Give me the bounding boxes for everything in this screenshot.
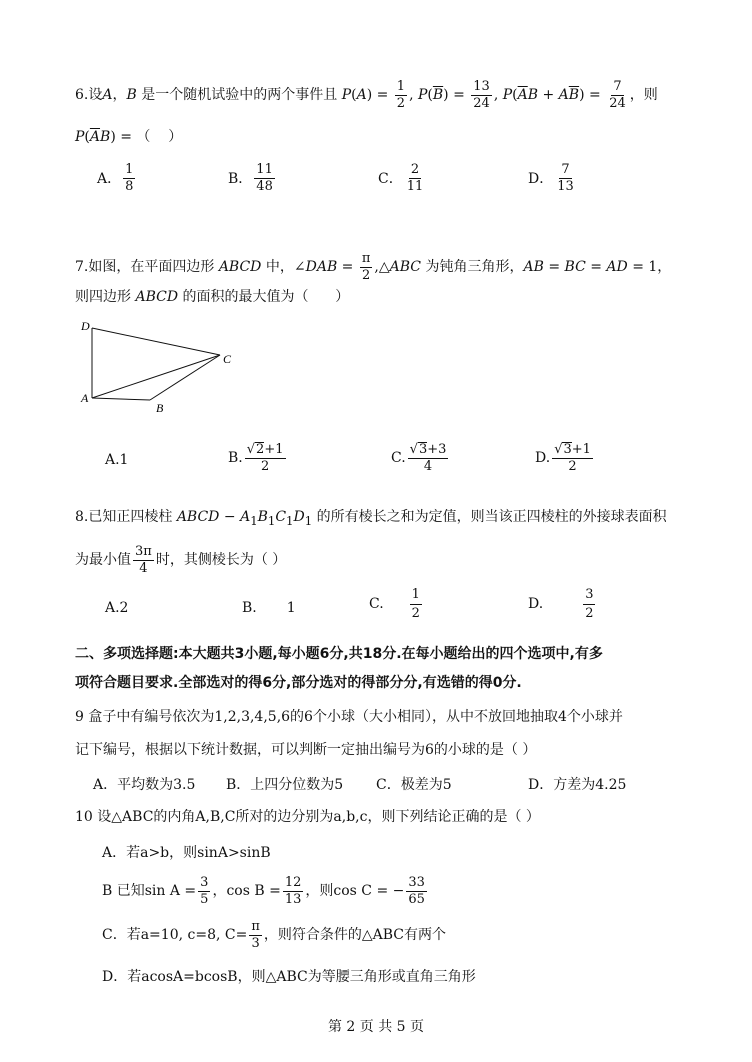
q7-option-c: C. $\frac{√3+3}{4}$ <box>391 442 447 474</box>
q8-option-a: A.2 <box>105 600 129 616</box>
q6-option-a: A． $\frac{1}{8}$ <box>97 162 134 194</box>
edge-ab <box>92 398 150 400</box>
page-footer: 第 2 页 共 5 页 <box>327 1019 425 1035</box>
q8-line2: 为最小值 $\frac{3\pi}{4}$ 时，其侧棱长为（ ） <box>75 544 287 576</box>
q10-option-c: C．若a=10, c=8, C= $\frac{\pi}{3}$ ，则符合条件的△ABC有两个 <box>102 919 447 951</box>
edge-bc <box>150 355 220 400</box>
q9-option-c: C．极差为5 <box>376 777 452 793</box>
q10-option-a: A．若a>b，则sinA>sinB <box>102 845 271 861</box>
q8-option-b: B. 1 <box>242 600 296 616</box>
q7-option-a: A.1 <box>105 452 129 468</box>
q9-line2: 记下编号，根据以下统计数据，可以判断一定抽出编号为6的小球的是（ ） <box>75 742 537 758</box>
q8-option-d: D. $\frac{3}{2}$ <box>528 587 594 621</box>
q8-line1: 8.已知正四棱柱 ABCD − $A_1B_1C_1D_1$ 的所有棱长之和为定值，则当该正四棱柱的外接球表面积 <box>75 509 667 528</box>
q8-option-c: C. $\frac{1}{2}$ <box>369 587 420 621</box>
q6-option-d: D． $\frac{7}{13}$ <box>528 162 574 194</box>
q6-option-b: B． $\frac{11}{48}$ <box>228 162 273 194</box>
label-d: D <box>81 319 90 333</box>
q10-option-b: B 已知sin A = $\frac{3}{5}$ ，cos B = $\frac{12}{13}$ ，则cos C = − $\frac{33}{65}$ <box>102 875 425 907</box>
q7-line2: 则四边形 ABCD 的面积的最大值为（ ） <box>75 289 350 305</box>
q9-option-a: A．平均数为3.5 <box>93 777 196 793</box>
label-a: A <box>81 391 89 405</box>
q6-option-c: C． $\frac{2}{11}$ <box>378 162 424 194</box>
q7-figure <box>78 318 238 418</box>
edge-ac <box>92 355 220 398</box>
q9-line1: 9 盒子中有编号依次为1,2,3,4,5,6的6个小球（大小相同），从中不放回地抽取4个小球并 <box>75 709 623 725</box>
q6-line1: 6.设A，B 是一个随机试验中的两个事件且 P(A) = $\frac{1}{2}$ , $P(\overline{B})$ = $\frac{13}{24}$ , $P(\overline{A}B + A\overline{B})$ = $\frac{7}{24}$ ，则 <box>75 79 658 111</box>
q7-option-d: D. $\frac{√3+1}{2}$ <box>535 442 591 474</box>
q10-option-d: D．若acosA=bcosB，则△ABC为等腰三角形或直角三角形 <box>102 969 476 985</box>
section2-line1: 二、多项选择题:本大题共3小题,每小题6分,共18分.在每小题给出的四个选项中,有多 <box>75 646 603 662</box>
q6-ask: $P(\overline{A}B)$ = （ ） <box>75 129 183 145</box>
q7-option-b: B. $\frac{√2+1}{2}$ <box>228 442 284 474</box>
q9-option-d: D．方差为4.25 <box>528 777 627 793</box>
q9-option-b: B．上四分位数为5 <box>226 777 344 793</box>
q7-line1: 7.如图，在平面四边形 ABCD 中，∠DAB = $\frac{\pi}{2}$ ,△ABC 为钝角三角形，AB = BC = AD = 1， <box>75 251 672 283</box>
label-b: B <box>156 401 164 415</box>
label-c: C <box>223 352 232 366</box>
q10-stem: 10 设△ABC的内角A,B,C所对的边分别为a,b,c，则下列结论正确的是（ ） <box>75 809 540 825</box>
edge-dc <box>92 328 220 355</box>
section2-line2: 项符合题目要求.全部选对的得6分,部分选对的得部分分,有选错的得0分. <box>75 675 522 691</box>
